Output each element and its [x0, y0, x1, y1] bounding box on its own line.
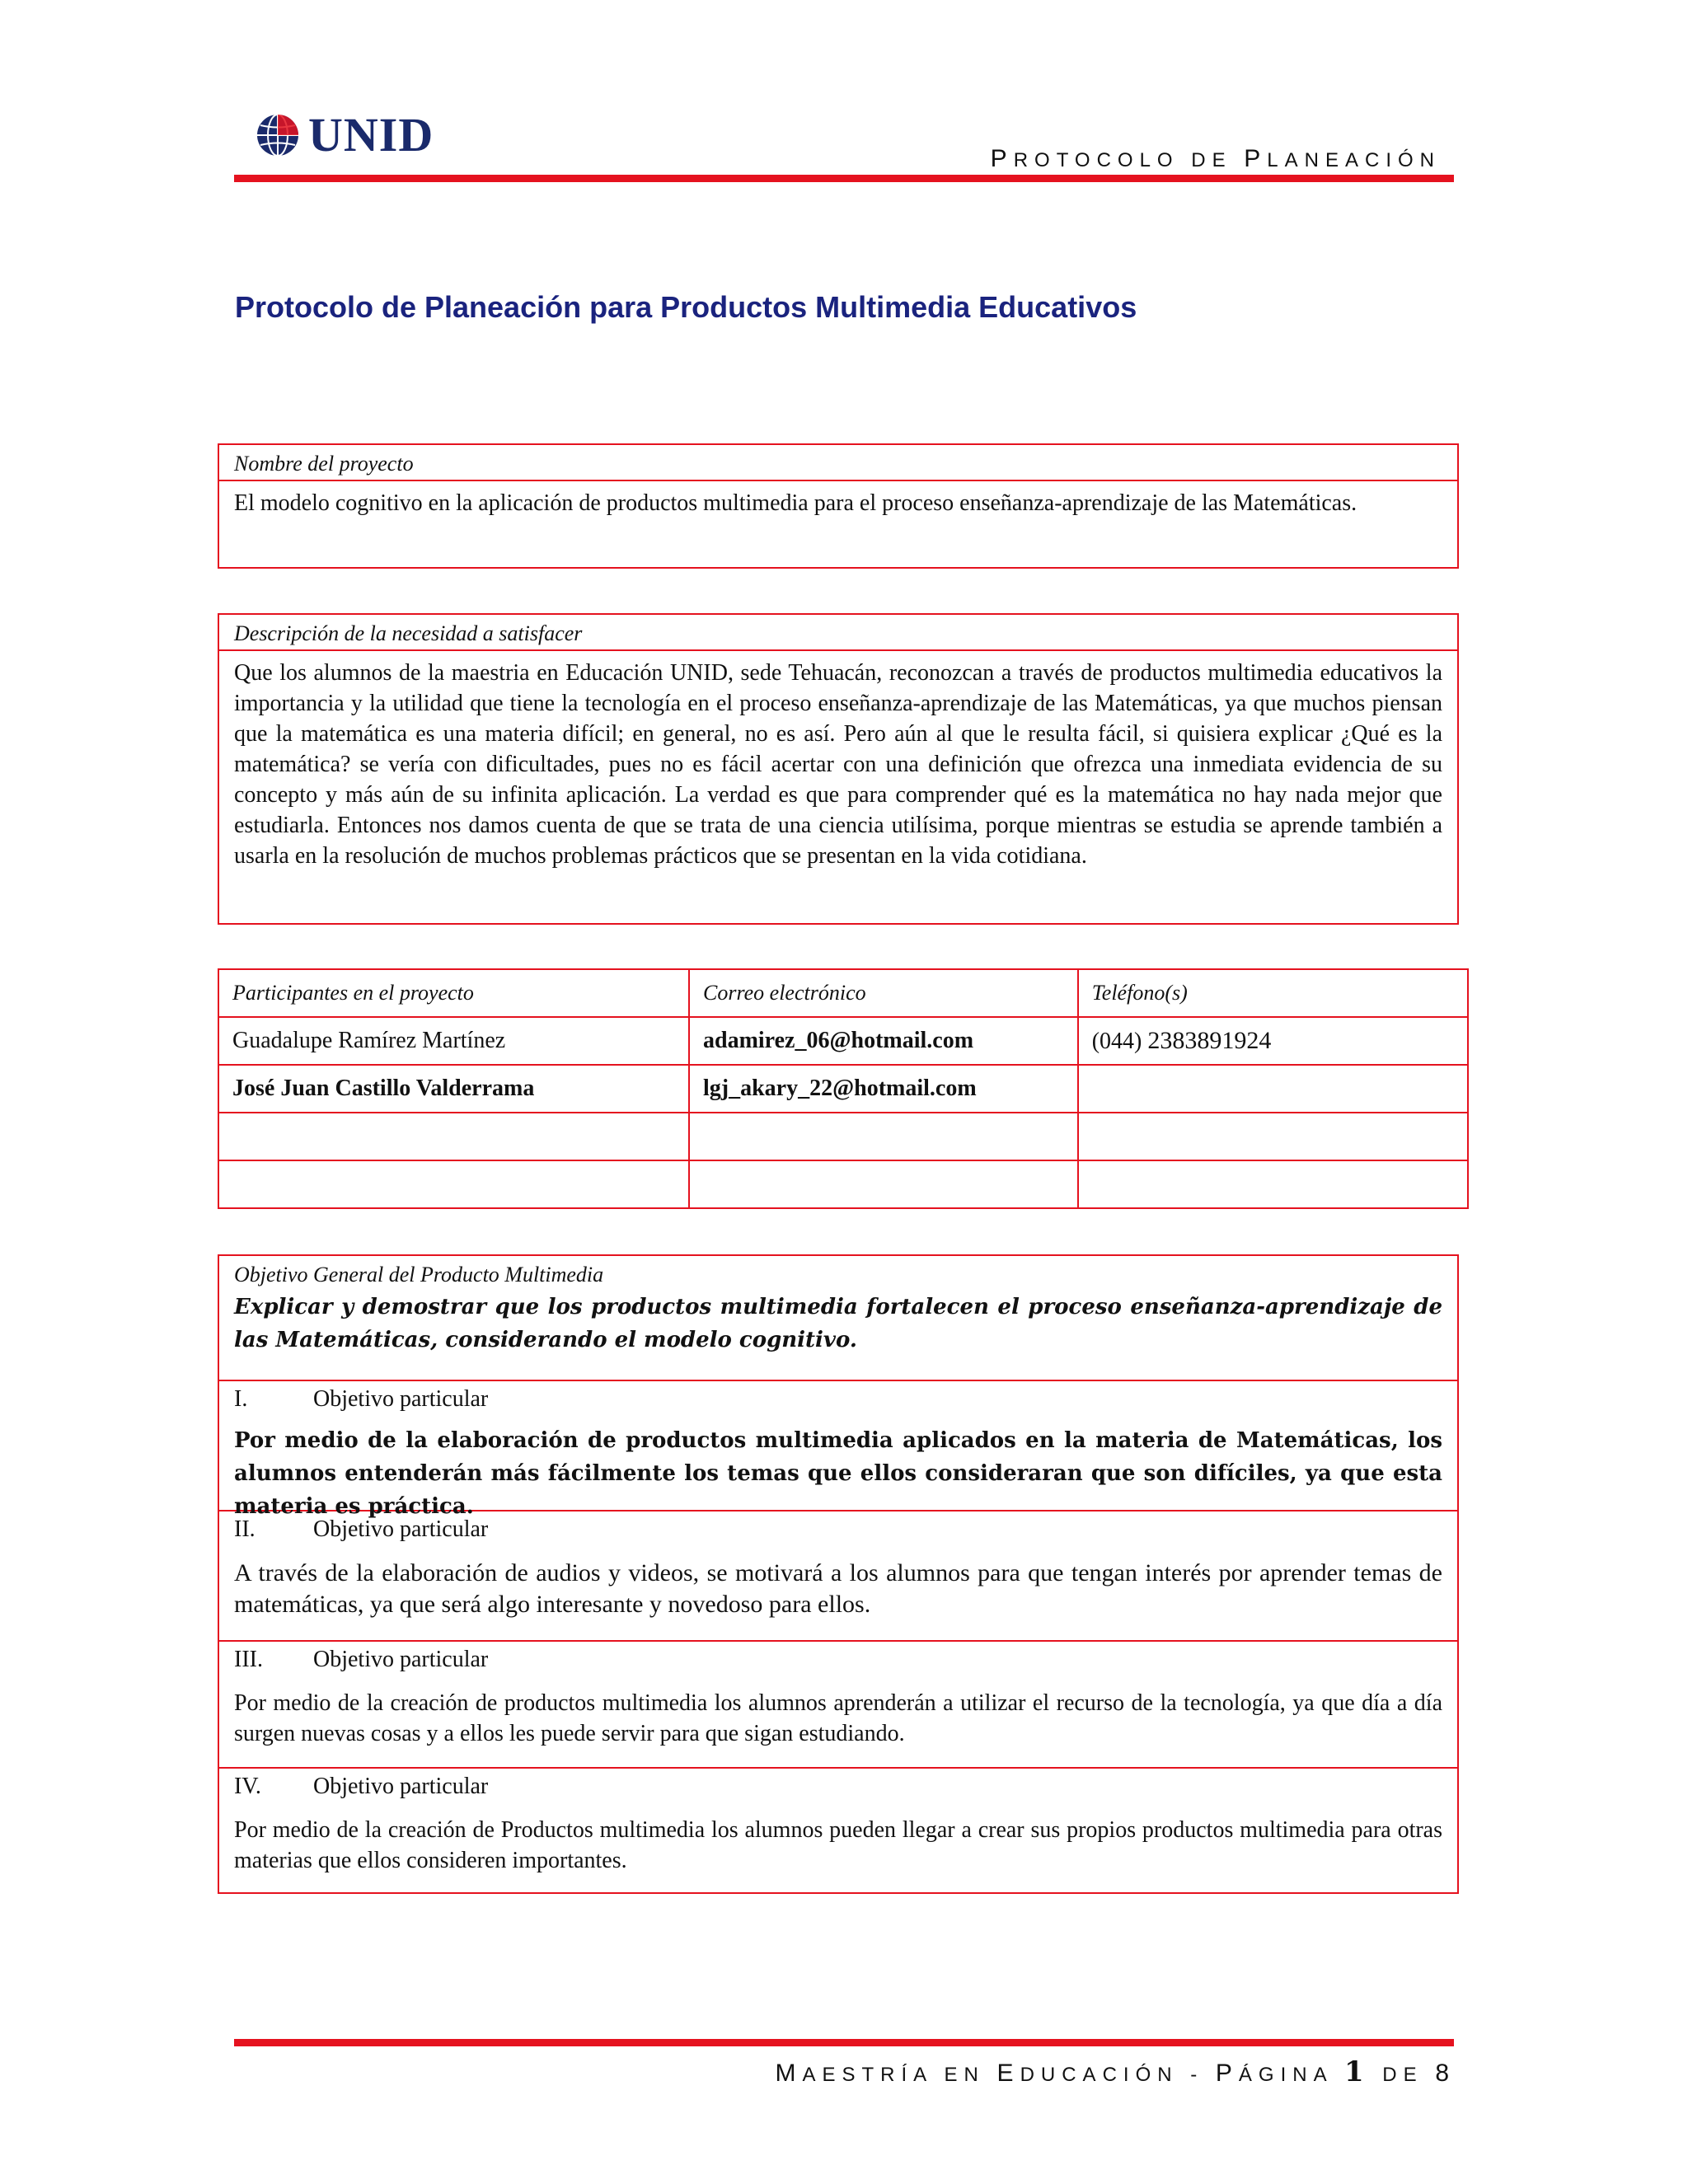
nombre-box [218, 443, 1459, 569]
participant-email [689, 1160, 1078, 1208]
header-rule [234, 175, 1454, 182]
objetivo-num: III. [234, 1647, 263, 1672]
participant-name [218, 1113, 689, 1160]
nombre-value: El modelo cognitivo en la aplicación de productos multimedia para el proceso enseñanza-aprendizaje de las Matemáticas. [234, 490, 1357, 516]
participant-email: adamirez_06@hotmail.com [689, 1017, 1078, 1065]
objetivo-particular-label: Objetivo particular [313, 1386, 489, 1412]
table-row [218, 1113, 1468, 1160]
objetivo-particular-section [219, 1381, 1457, 1519]
participant-phone: (044) 2383891924 [1078, 1017, 1468, 1065]
footer-rule [234, 2039, 1454, 2046]
unid-logo [256, 108, 434, 162]
objetivo-num: IV. [234, 1774, 261, 1799]
descripcion-box [218, 613, 1459, 925]
header-correo: Correo electrónico [689, 969, 1078, 1017]
descripcion-label: Descripción de la necesidad a satisfacer [219, 615, 1457, 651]
table-row [218, 1017, 1468, 1065]
participant-name [218, 1160, 689, 1208]
participant-name: José Juan Castillo Valderrama [218, 1065, 689, 1113]
objetivo-particular-section [219, 1511, 1457, 1642]
logo-text: UNID [308, 108, 434, 162]
participant-phone [1078, 1160, 1468, 1208]
participant-phone [1078, 1065, 1468, 1113]
page-total: 8 [1435, 2060, 1456, 2087]
participant-name: Guadalupe Ramírez Martínez [218, 1017, 689, 1065]
objetivo-general-text: Explicar y demostrar que los productos multimedia fortalecen el proceso enseñanza-aprendizaje de las Matemáticas, considerando el modelo cognitivo. [234, 1295, 1442, 1352]
objetivos-box [218, 1254, 1459, 1894]
objetivo-general-section [219, 1256, 1457, 1381]
nombre-label: Nombre del proyecto [219, 445, 1457, 481]
objetivo-particular-label: Objetivo particular [313, 1516, 489, 1542]
header-title: PROTOCOLO DE PLANEACIÓN [990, 145, 1441, 172]
table-header-row [218, 969, 1468, 1017]
objetivo-particular-text: Por medio de la creación de Productos multimedia los alumnos pueden llegar a crear sus propios productos multimedia para otras materias que ellos consideren importantes. [234, 1817, 1442, 1873]
objetivo-particular-section [219, 1642, 1457, 1769]
objetivo-particular-label: Objetivo particular [313, 1647, 489, 1672]
objetivo-particular-label: Objetivo particular [313, 1774, 489, 1799]
header-participantes: Participantes en el proyecto [218, 969, 689, 1017]
objetivo-particular-section [219, 1769, 1457, 1886]
globe-icon [256, 113, 300, 157]
page-number: 1 [1343, 2055, 1371, 2088]
participantes-table [218, 968, 1469, 1209]
descripcion-value: Que los alumnos de la maestria en Educación UNID, sede Tehuacán, reconozcan a través de productos multimedia educativos la importancia y la utilidad que tiene la tecnología en el proceso enseñanza-aprendizaje de las Matemáticas, ya que muchos piensan que la matemática es una materia difícil; en general, no es así. Pero aún al que le resulta fácil, si quisiera explicar ¿Qué es la matemática? se vería con dificultades, pues no es fácil acertar con una definición que ofrezca una inmediata evidencia de su concepto y más aún de su infinita aplicación. La verdad es que para comprender qué es la matemática no hay nada mejor que estudiarla. Entonces nos damos cuenta de que se trata de una ciencia utilísima, porque mientras se estudia se aprende también a usarla en la resolución de muchos problemas prácticos que se presentan en la vida cotidiana. [234, 660, 1442, 869]
document-title: Protocolo de Planeación para Productos Multimedia Educativos [235, 290, 1137, 324]
objetivo-particular-text: A través de la elaboración de audios y videos, se motivará a los alumnos para que tengan interés por aprender temas de matemáticas, ya que será algo interesante y novedoso para ellos. [234, 1559, 1442, 1618]
objetivo-num: I. [234, 1386, 248, 1412]
objetivo-particular-text: Por medio de la elaboración de productos multimedia aplicados en la materia de Matemáticas, los alumnos entenderán más fácilmente los temas que ellos consideraran que son difíciles, ya que esta materia es práctica. [234, 1428, 1442, 1519]
objetivo-num: II. [234, 1516, 256, 1542]
participant-email [689, 1113, 1078, 1160]
table-row [218, 1065, 1468, 1113]
objetivo-particular-text: Por medio de la creación de productos multimedia los alumnos aprenderán a utilizar el recurso de la tecnología, ya que día a día surgen nuevas cosas y a ellos les puede servir para que sigan estudiando. [234, 1690, 1442, 1746]
footer: MAESTRÍA EN EDUCACIÓN - PÁGINA 1 DE 8 [775, 2055, 1456, 2088]
header-telefono: Teléfono(s) [1078, 969, 1468, 1017]
objetivo-general-label: Objetivo General del Producto Multimedia [234, 1263, 604, 1286]
participant-email: lgj_akary_22@hotmail.com [689, 1065, 1078, 1113]
table-row [218, 1160, 1468, 1208]
participant-phone [1078, 1113, 1468, 1160]
